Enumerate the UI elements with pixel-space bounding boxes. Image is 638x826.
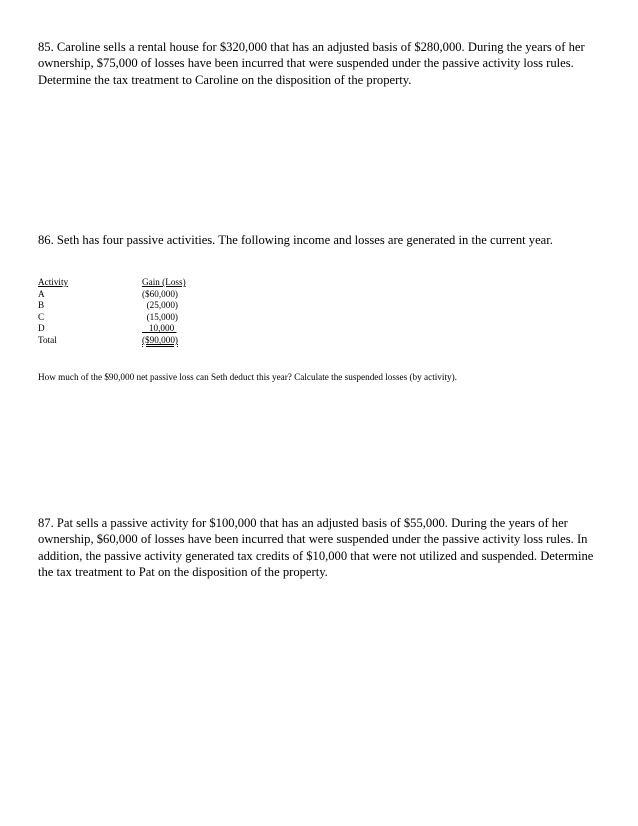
question-85: 85. Caroline sells a rental house for $320,000 that has an adjusted basis of $280,000. During the years of her ownership, $75,000 of losses have been incurred that were suspended under the passive activity loss rules. Determine the tax treatment to Caroline on the disposition of the property. — [38, 40, 585, 87]
total-amount: ($90,000) — [142, 334, 178, 345]
total-label: Total — [38, 334, 57, 345]
activity-amount: (15,000) — [142, 311, 178, 322]
activity-amount: ($60,000) — [142, 288, 178, 299]
activity-label: B — [38, 300, 45, 311]
question-86: 86. Seth has four passive activities. The following income and losses are generated in the current year. — [38, 233, 553, 247]
question-86-prompt: How much of the $90,000 net passive loss can Seth deduct this year? Calculate the suspended losses (by activity). — [38, 372, 457, 382]
activity-amount: 10,000 — [142, 323, 177, 334]
question-87: 87. Pat sells a passive activity for $100,000 that has an adjusted basis of $55,000. During the years of her ownership, $60,000 of losses have been incurred that were suspended under the passive activity loss rules. In addition, the passive activity generated tax credits of $10,000 that were not utilized and suspended. Determine the tax treatment to Pat on the disposition of the property. — [38, 516, 594, 580]
activity-label: D — [38, 323, 45, 334]
header-activity: Activity — [38, 277, 69, 287]
header-gain-loss: Gain (Loss) — [142, 277, 186, 287]
activity-label: A — [38, 288, 45, 299]
activity-label: C — [38, 311, 45, 322]
activity-amount: (25,000) — [142, 300, 178, 311]
